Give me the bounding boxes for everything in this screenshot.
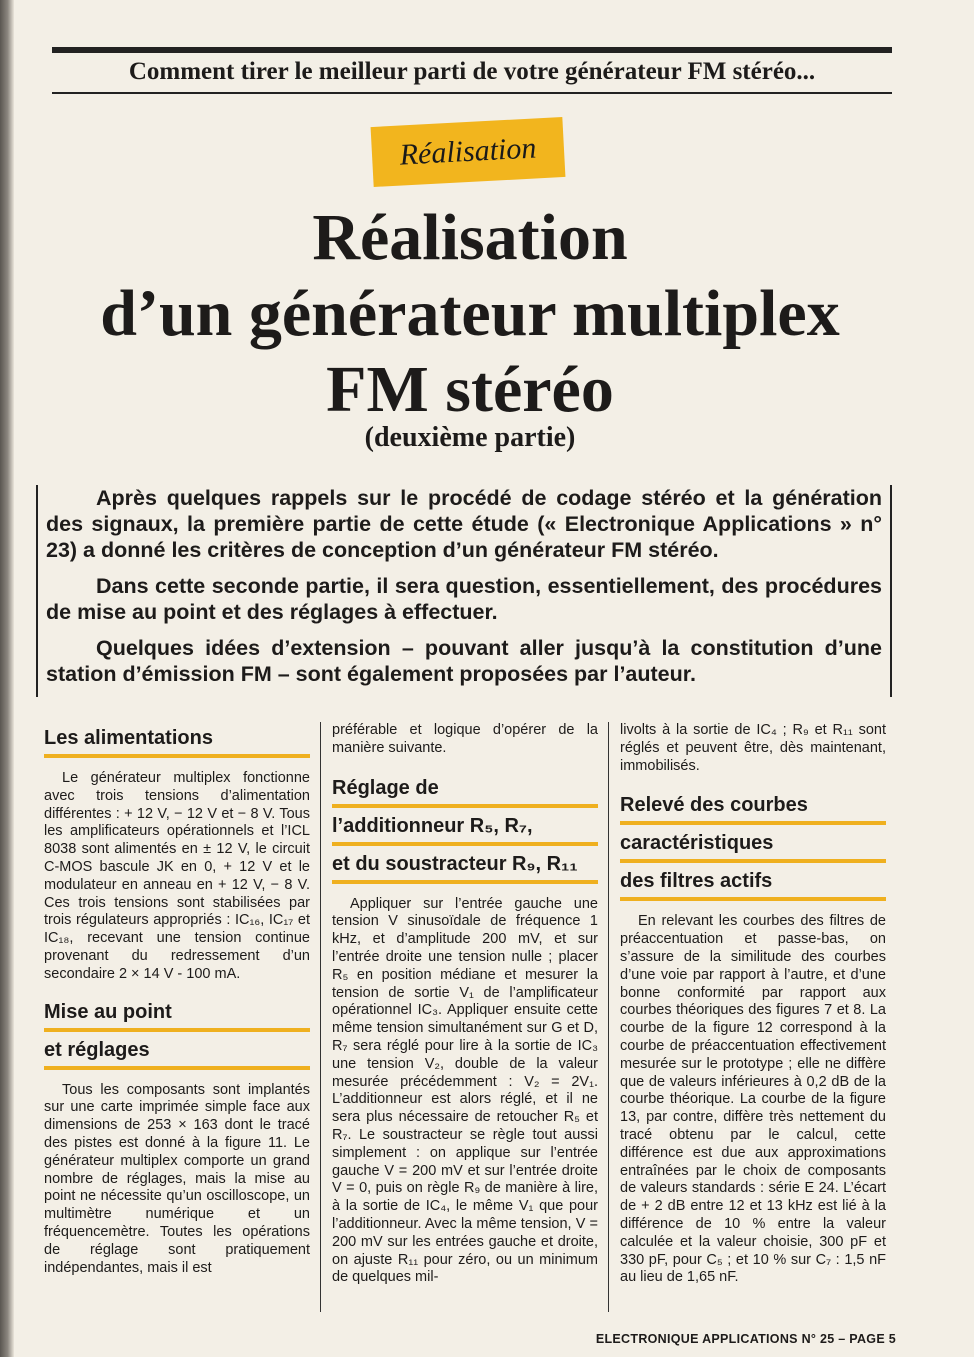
body-paragraph: En relevant les courbes des filtres de préaccentuation et passe-bas, on s’assure de la similitude des courbes d’une voie par rapport à l’autre, et d’une bonne conformité par rapport aux courbes théoriques des figures 7 et 8. La courbe de la figure 12 correspond à la courbe de préaccentuation effectivement mesurée sur le prototype ; elle ne diffère que de valeurs inférieures à 0,2 dB de la courbe théorique. La courbe de la figure 13, par contre, diffère très nettement du tracé obtenu par le calcul, cette différence est due aux approximations entraînées par le choix de composants de valeurs standards : série E 24. L’écart de + 2 dB entre 12 et 13 kHz est lié à la différence de 10 % entre la valeur calculée et la valeur choisie, 300 pF et 330 pF, pour C₅ ; et 10 % sur C₇ : 1,5 nF au lieu de 1,65 nF.	[620, 913, 886, 1286]
column-1	[44, 722, 310, 1277]
column-separator	[608, 722, 609, 1312]
section-heading: Relevé des courbes caractéristiques des filtres actifs	[620, 793, 886, 901]
title-line-3: FM stéréo	[326, 353, 614, 426]
lead-paragraph: Après quelques rappels sur le procédé de codage stéréo et la génération des signaux, la première partie de cette étude (« Electronique Applications » n° 23) a donné les critères de conception d’un générateur FM stéréo.	[46, 486, 882, 562]
page-binding-shadow	[0, 0, 14, 1357]
section-tag: Réalisation	[371, 117, 566, 187]
kicker-rule	[52, 92, 892, 94]
body-paragraph: préférable et logique d’opérer de la manière suivante.	[332, 722, 598, 756]
body-paragraph: Appliquer sur l’entrée gauche une tension V sinusoïdale de fréquence 1 kHz, et d’amplitude 200 mV, et sur l’entrée droite une tension nulle ; placer R₅ en position médiane et mesurer la tension de sortie V₁ de l’amplificateur opérationnel IC₃. Appliquer ensuite cette même tension simultanément sur G et D, R₇ sera réglé pour lire à la sortie de IC₃ une tension V₂, double de la valeur mesurée précédemment : V₂ = 2V₁. L’additionneur est alors réglé, et il ne sera plus nécessaire de retoucher R₅ et R₇. Le soustracteur se règle tout aussi simplement : on applique sur l’entrée gauche V = 200 mV et sur l’entrée droite V = 0, puis on règle R₉ de manière à lire, à la sortie de IC₄, le même V₁ que pour l’additionneur. Avec la même tension, V = 200 mV sur les entrées gauche et droite, on ajuste R₁₁ pour zéro, ou un minimum de quelques mil-	[332, 895, 598, 1286]
top-rule	[52, 47, 892, 53]
kicker-line: Comment tirer le meilleur parti de votre générateur FM stéréo...	[128, 58, 816, 85]
body-paragraph: Le générateur multiplex fonctionne avec trois tensions d’alimentation différentes : + 12 V, − 12 V et − 8 V. Tous les amplificateurs opérationnels et l’ICL 8038 sont alimentés en ± 12 V, le circuit C-MOS bascule JK en 0, + 12 V et le modulateur en anneau en + 12 V, − 8 V. Ces trois tensions sont stabilisées par trois régulateurs appropriés : IC₁₆, IC₁₇ et IC₁₈, recevant une tension continue provenant du redressement d’un secondaire 2 × 14 V - 100 mA.	[44, 770, 310, 982]
section-heading: Les alimentations	[44, 726, 310, 758]
title-line-1: Réalisation	[312, 201, 628, 274]
lead-paragraphs	[36, 485, 892, 697]
section-heading: Mise au point et réglages	[44, 1000, 310, 1070]
section-heading: Réglage de l’additionneur R₅, R₇, et du soustracteur R₉, R₁₁	[332, 776, 598, 884]
page-footer: ELECTRONIQUE APPLICATIONS N° 25 – PAGE 5	[595, 1332, 896, 1346]
lead-paragraph: Dans cette seconde partie, il sera question, essentiellement, des procédures de mise au point et des réglages à effectuer.	[46, 574, 882, 624]
article-subtitle: (deuxième partie)	[364, 422, 576, 453]
column-2	[332, 722, 598, 1287]
lead-paragraph: Quelques idées d’extension – pouvant aller jusqu’à la constitution d’une station d’émission FM – sont également proposées par l’auteur.	[46, 636, 882, 686]
title-line-2: d’un générateur multiplex	[100, 277, 840, 350]
column-3	[620, 722, 886, 1287]
article-title	[40, 200, 900, 428]
body-paragraph: Tous les composants sont implantés sur une carte imprimée simple face aux dimensions de 253 × 163 dont le tracé des pistes est donné à la figure 11. Le générateur multiplex comporte un grand nombre de réglages, mais la mise au point ne nécessite qu’un oscilloscope, un multimètre numérique et un fréquencemètre. Toutes les opérations de réglage sont pratiquement indépendantes, mais il est	[44, 1081, 310, 1276]
body-paragraph: livolts à la sortie de IC₄ ; R₉ et R₁₁ sont réglés et peuvent être, dès maintenant, immobilisés.	[620, 722, 886, 774]
column-separator	[320, 722, 321, 1312]
